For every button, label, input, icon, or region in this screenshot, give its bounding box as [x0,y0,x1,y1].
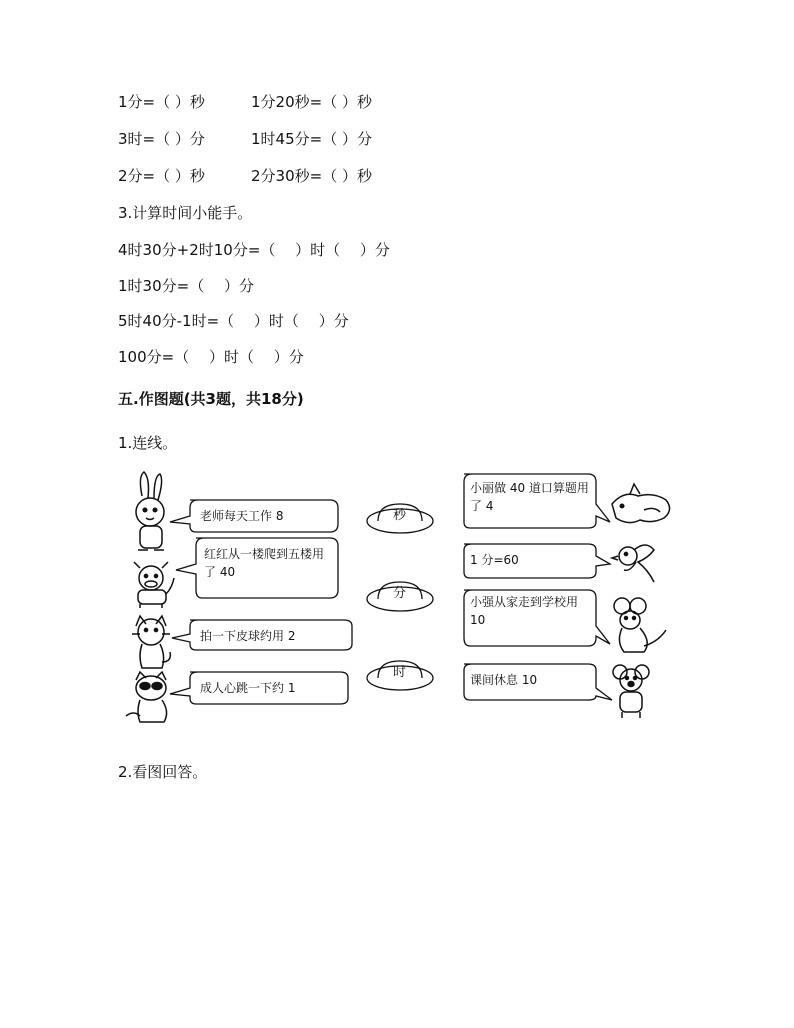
bird-icon [612,545,654,582]
left-bubble-4-text: 成人心跳一下约 1 [200,681,296,695]
raccoon-icon [126,672,167,722]
koala-icon [613,665,649,718]
conversion-3-left: 2分=（ ）秒 [118,167,205,185]
plate-minute-label: 分 [393,586,407,601]
left-bubble-3-text: 拍一下皮球约用 2 [200,629,296,643]
rabbit-icon [136,472,164,550]
conversion-3-right: 2分30秒=（ ）秒 [251,167,372,185]
plate-hour-label: 时 [393,665,407,680]
cat-icon [132,616,170,668]
q3-title: 3.计算时间小能手。 [118,204,253,222]
left-bubble-2-text-1: 红红从一楼爬到五楼用 [204,547,325,561]
plate-second-label: 秒 [393,508,407,523]
q3-item-3: 5时40分-1时=（ ）时（ ）分 [118,312,349,330]
matching-diagram [118,466,688,736]
section5-title: 五.作图题(共3题，共18分) [118,390,304,408]
q3-item-1: 4时30分+2时10分=（ ）时（ ）分 [118,241,390,259]
right-bubble-4-text: 课间休息 10 [470,673,538,687]
right-bubble-3-text-1: 小强从家走到学校用 [470,595,579,609]
right-bubble-1-text-2: 了 4 [470,499,494,513]
left-bubble-1-text: 老师每天工作 8 [200,509,284,523]
q3-item-4: 100分=（ ）时（ ）分 [118,348,304,366]
conversion-1-left: 1分=（ ）秒 [118,93,205,111]
right-bubble-2-text: 1 分=60 [470,553,519,567]
left-bubble-2-text-2: 了 40 [204,565,236,579]
q3-item-2: 1时30分=（ ）分 [118,277,254,295]
conversion-2-left: 3时=（ ）分 [118,130,205,148]
q1-title: 1.连线。 [118,434,178,452]
right-bubble-3-text-2: 10 [470,613,486,627]
q2-title: 2.看图回答。 [118,763,208,781]
dragon-icon [612,484,670,523]
right-bubble-1-text-1: 小丽做 40 道口算题用 [470,481,589,495]
conversion-2-right: 1时45分=（ ）分 [251,130,372,148]
mouse-icon [614,598,666,652]
conversion-1-right: 1分20秒=（ ）秒 [251,93,372,111]
cow-icon [134,562,174,608]
